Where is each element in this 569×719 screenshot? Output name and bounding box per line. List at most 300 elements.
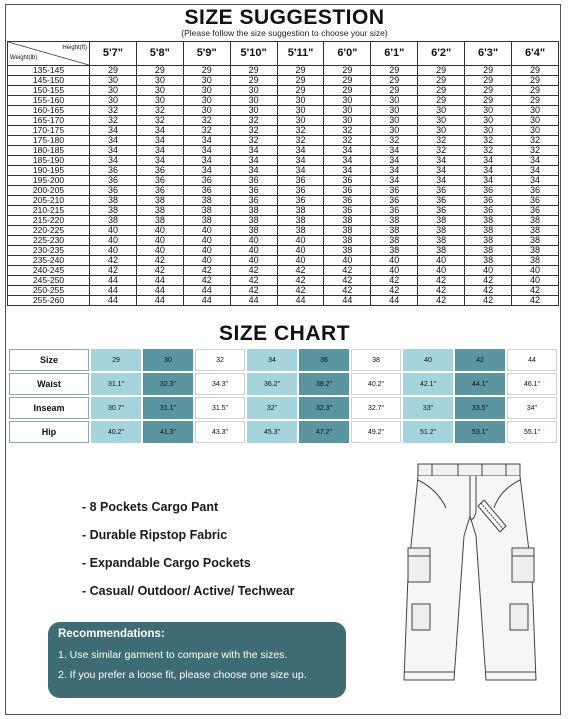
size-chart-cell: 34.3" [195,373,245,395]
suggested-size-cell: 40 [277,246,324,256]
suggested-size-cell: 40 [371,266,418,276]
size-chart-cell: 49.2" [351,421,401,443]
size-chart-cell: 40 [403,349,453,371]
size-suggestion-row [8,136,559,146]
size-chart-cell: 43.3" [195,421,245,443]
suggested-size-cell: 34 [512,176,559,186]
suggested-size-cell: 42 [324,286,371,296]
suggested-size-cell: 42 [277,286,324,296]
suggested-size-cell: 36 [371,196,418,206]
suggested-size-cell: 42 [230,286,277,296]
suggested-size-cell: 42 [465,276,512,286]
suggested-size-cell: 34 [465,166,512,176]
weight-cell: 240-245 [8,266,90,276]
weight-cell: 170-175 [8,126,90,136]
suggested-size-cell: 32 [324,126,371,136]
suggested-size-cell: 36 [418,196,465,206]
suggested-size-cell: 38 [324,216,371,226]
suggested-size-cell: 30 [465,126,512,136]
size-suggestion-row [8,286,559,296]
suggested-size-cell: 34 [512,166,559,176]
recommendations-heading: Recommendations: [58,628,165,640]
suggested-size-cell: 40 [90,246,137,256]
suggested-size-cell: 38 [418,216,465,226]
suggested-size-cell: 30 [371,126,418,136]
suggested-size-cell: 34 [371,166,418,176]
size-chart-cell: 38.2" [299,373,349,395]
size-suggestion-row [8,76,559,86]
suggested-size-cell: 38 [371,246,418,256]
suggested-size-cell: 40 [136,226,183,236]
suggested-size-cell: 32 [512,146,559,156]
height-header-cell: 6'3" [465,42,512,66]
size-suggestion-row [8,126,559,136]
suggested-size-cell: 34 [230,146,277,156]
suggested-size-cell: 40 [230,246,277,256]
suggested-size-cell: 32 [183,126,230,136]
suggested-size-cell: 42 [371,286,418,296]
suggested-size-cell: 34 [277,146,324,156]
size-chart-cell: 51.2" [403,421,453,443]
size-chart-cell: 29 [91,349,141,371]
suggested-size-cell: 32 [230,136,277,146]
suggested-size-cell: 30 [277,116,324,126]
suggested-size-cell: 38 [512,216,559,226]
suggested-size-cell: 29 [277,76,324,86]
suggested-size-cell: 36 [418,206,465,216]
suggested-size-cell: 36 [371,206,418,216]
weight-cell: 190-195 [8,166,90,176]
suggested-size-cell: 29 [324,76,371,86]
suggested-size-cell: 34 [418,156,465,166]
weight-cell: 250-255 [8,286,90,296]
suggested-size-cell: 36 [277,176,324,186]
suggested-size-cell: 42 [465,286,512,296]
size-suggestion-row [8,256,559,266]
suggested-size-cell: 29 [277,66,324,76]
suggested-size-cell: 32 [465,146,512,156]
suggested-size-cell: 36 [230,186,277,196]
suggested-size-cell: 38 [136,216,183,226]
suggested-size-cell: 34 [465,156,512,166]
suggested-size-cell: 36 [277,196,324,206]
suggested-size-cell: 30 [465,106,512,116]
suggested-size-cell: 44 [183,296,230,306]
suggested-size-cell: 29 [418,86,465,96]
size-chart-row-label: Inseam [9,397,89,419]
suggested-size-cell: 38 [277,226,324,236]
suggested-size-cell: 38 [465,226,512,236]
suggested-size-cell: 32 [90,106,137,116]
suggested-size-cell: 34 [371,176,418,186]
suggested-size-cell: 36 [324,186,371,196]
suggested-size-cell: 29 [418,96,465,106]
suggested-size-cell: 42 [512,286,559,296]
suggested-size-cell: 42 [90,266,137,276]
suggested-size-cell: 44 [90,286,137,296]
weight-cell: 200-205 [8,186,90,196]
suggested-size-cell: 38 [324,236,371,246]
suggested-size-cell: 30 [277,106,324,116]
suggested-size-cell: 34 [371,156,418,166]
size-suggestion-row [8,246,559,256]
suggested-size-cell: 34 [465,176,512,186]
size-chart-cell: 31.1" [143,397,193,419]
suggested-size-cell: 34 [90,136,137,146]
suggested-size-cell: 34 [136,146,183,156]
suggested-size-cell: 30 [418,116,465,126]
size-chart-cell: 46.1" [507,373,557,395]
suggested-size-cell: 34 [136,136,183,146]
suggested-size-cell: 30 [512,106,559,116]
height-header-cell: 5'8" [136,42,183,66]
suggested-size-cell: 40 [418,266,465,276]
weight-cell: 150-155 [8,86,90,96]
size-suggestion-row [8,146,559,156]
suggested-size-cell: 29 [90,66,137,76]
suggested-size-cell: 44 [90,296,137,306]
suggested-size-cell: 30 [90,76,137,86]
size-chart-cell: 32.3" [143,373,193,395]
suggested-size-cell: 38 [277,206,324,216]
suggested-size-cell: 30 [183,106,230,116]
suggested-size-cell: 44 [136,276,183,286]
suggested-size-cell: 44 [183,286,230,296]
suggested-size-cell: 29 [230,66,277,76]
size-chart-cell: 55.1" [507,421,557,443]
size-suggestion-body [8,66,559,306]
suggested-size-cell: 38 [371,226,418,236]
suggested-size-cell: 34 [277,156,324,166]
size-chart-row [9,349,557,371]
suggested-size-cell: 44 [277,296,324,306]
suggested-size-cell: 40 [183,226,230,236]
suggested-size-cell: 38 [90,206,137,216]
size-chart-cell: 34 [247,349,297,371]
suggested-size-cell: 34 [183,136,230,146]
suggested-size-cell: 30 [465,116,512,126]
size-chart-body [9,349,557,443]
size-chart-row [9,421,557,443]
cargo-pants-illustration [396,456,544,686]
corner-height-label: Height(ft) [62,45,87,51]
suggested-size-cell: 38 [183,206,230,216]
suggested-size-cell: 36 [512,186,559,196]
suggested-size-cell: 36 [183,176,230,186]
size-chart-cell: 44 [507,349,557,371]
weight-cell: 245-250 [8,276,90,286]
suggested-size-cell: 40 [90,236,137,246]
weight-cell: 255-260 [8,296,90,306]
suggested-size-cell: 40 [371,256,418,266]
suggested-size-cell: 32 [136,116,183,126]
suggested-size-cell: 42 [418,296,465,306]
suggested-size-cell: 38 [465,216,512,226]
suggested-size-cell: 42 [277,266,324,276]
suggested-size-cell: 30 [418,126,465,136]
size-suggestion-row [8,116,559,126]
suggested-size-cell: 42 [136,266,183,276]
size-chart-cell: 42 [455,349,505,371]
suggested-size-cell: 30 [183,96,230,106]
suggested-size-cell: 44 [371,296,418,306]
suggested-size-cell: 36 [230,196,277,206]
suggested-size-cell: 30 [277,96,324,106]
suggested-size-cell: 30 [324,96,371,106]
suggested-size-cell: 38 [90,216,137,226]
suggested-size-cell: 36 [230,176,277,186]
suggested-size-cell: 29 [136,66,183,76]
weight-cell: 210-215 [8,206,90,216]
size-suggestion-row [8,196,559,206]
suggested-size-cell: 32 [465,136,512,146]
suggested-size-cell: 40 [183,256,230,266]
suggested-size-cell: 38 [230,206,277,216]
suggested-size-cell: 30 [230,96,277,106]
suggested-size-cell: 34 [371,146,418,156]
suggested-size-cell: 38 [465,236,512,246]
size-chart-cell: 30 [143,349,193,371]
suggested-size-cell: 40 [136,246,183,256]
size-chart-row-label: Size [9,349,89,371]
suggested-size-cell: 30 [230,106,277,116]
size-chart-cell: 36 [299,349,349,371]
suggested-size-cell: 29 [465,66,512,76]
suggested-size-cell: 38 [512,256,559,266]
suggested-size-cell: 38 [277,216,324,226]
size-suggestion-row [8,216,559,226]
suggested-size-cell: 42 [418,286,465,296]
suggested-size-cell: 29 [465,96,512,106]
suggested-size-cell: 32 [183,116,230,126]
suggested-size-cell: 40 [277,256,324,266]
size-suggestion-row [8,296,559,306]
size-suggestion-row [8,66,559,76]
feature-item: - Casual/ Outdoor/ Active/ Techwear [82,584,295,598]
size-suggestion-header-row [8,42,559,66]
suggested-size-cell: 32 [277,136,324,146]
size-chart-cell: 41.3" [143,421,193,443]
suggested-size-cell: 38 [230,226,277,236]
suggested-size-cell: 42 [418,276,465,286]
suggested-size-cell: 30 [90,96,137,106]
suggested-size-cell: 36 [90,166,137,176]
suggested-size-cell: 40 [183,246,230,256]
suggested-size-cell: 30 [512,116,559,126]
suggested-size-cell: 34 [512,156,559,166]
suggested-size-cell: 34 [90,156,137,166]
suggested-size-cell: 30 [183,76,230,86]
suggested-size-cell: 29 [324,86,371,96]
suggested-size-cell: 36 [90,176,137,186]
size-chart-row [9,373,557,395]
suggested-size-cell: 36 [136,166,183,176]
suggested-size-cell: 42 [277,276,324,286]
suggested-size-cell: 29 [183,66,230,76]
size-chart-cell: 53.1" [455,421,505,443]
height-header-cell: 6'4" [512,42,559,66]
suggested-size-cell: 38 [183,216,230,226]
suggested-size-cell: 29 [418,76,465,86]
feature-item: - Durable Ripstop Fabric [82,528,228,542]
size-chart-cell: 42.1" [403,373,453,395]
suggested-size-cell: 36 [371,186,418,196]
suggested-size-cell: 29 [512,96,559,106]
suggested-size-cell: 29 [277,86,324,96]
suggested-size-cell: 38 [512,246,559,256]
corner-cell [8,42,90,66]
suggested-size-cell: 29 [371,86,418,96]
suggested-size-cell: 30 [371,106,418,116]
weight-cell: 165-170 [8,116,90,126]
size-suggestion-row [8,226,559,236]
suggested-size-cell: 34 [90,126,137,136]
weight-cell: 145-150 [8,76,90,86]
size-chart-cell: 38 [351,349,401,371]
suggested-size-cell: 29 [371,66,418,76]
suggested-size-cell: 32 [418,146,465,156]
suggested-size-cell: 38 [230,216,277,226]
suggested-size-cell: 36 [90,186,137,196]
suggested-size-cell: 42 [90,256,137,266]
weight-cell: 160-165 [8,106,90,116]
suggested-size-cell: 30 [136,96,183,106]
suggested-size-cell: 38 [512,226,559,236]
suggested-size-cell: 29 [512,86,559,96]
weight-cell: 175-180 [8,136,90,146]
suggested-size-cell: 38 [465,246,512,256]
suggested-size-cell: 42 [465,296,512,306]
recommendation-item: 2. If you prefer a loose fit, please choose one size up. [58,669,307,681]
suggested-size-cell: 42 [183,276,230,286]
recommendation-item: 1. Use similar garment to compare with the sizes. [58,649,288,661]
suggested-size-cell: 29 [465,86,512,96]
suggested-size-cell: 32 [371,136,418,146]
size-chart-cell: 36.2" [247,373,297,395]
height-header-cell: 5'7" [90,42,137,66]
size-chart-cell: 45.3" [247,421,297,443]
suggested-size-cell: 38 [512,236,559,246]
suggested-size-cell: 36 [512,196,559,206]
size-suggestion-row [8,236,559,246]
weight-cell: 215-220 [8,216,90,226]
size-chart-cell: 40.2" [91,421,141,443]
suggested-size-cell: 30 [371,96,418,106]
size-chart-cell: 32.3" [299,397,349,419]
suggested-size-cell: 36 [183,186,230,196]
suggested-size-cell: 38 [418,246,465,256]
suggested-size-cell: 34 [136,126,183,136]
size-chart-cell: 33.5" [455,397,505,419]
height-header-cell: 6'1" [371,42,418,66]
weight-cell: 155-160 [8,96,90,106]
size-suggestion-row [8,96,559,106]
height-header-cell: 5'10" [230,42,277,66]
suggested-size-cell: 44 [90,276,137,286]
size-suggestion-row [8,86,559,96]
suggested-size-cell: 36 [465,196,512,206]
height-header-cell: 5'11" [277,42,324,66]
suggested-size-cell: 34 [230,166,277,176]
suggested-size-cell: 40 [418,256,465,266]
suggested-size-cell: 30 [136,86,183,96]
size-chart-cell: 40.2" [351,373,401,395]
suggested-size-cell: 29 [371,76,418,86]
suggested-size-cell: 38 [136,196,183,206]
suggested-size-cell: 42 [324,266,371,276]
suggested-size-cell: 32 [136,106,183,116]
weight-cell: 220-225 [8,226,90,236]
suggested-size-cell: 29 [465,76,512,86]
suggested-size-cell: 42 [371,276,418,286]
suggested-size-cell: 36 [512,206,559,216]
suggested-size-cell: 42 [136,256,183,266]
suggested-size-cell: 36 [465,186,512,196]
suggested-size-cell: 34 [418,166,465,176]
size-suggestion-row [8,166,559,176]
suggested-size-cell: 36 [277,186,324,196]
suggested-size-cell: 34 [183,156,230,166]
suggested-size-cell: 30 [136,76,183,86]
corner-weight-label: Weight(lb) [10,55,38,61]
suggested-size-cell: 34 [418,176,465,186]
suggested-size-cell: 38 [324,226,371,236]
suggested-size-cell: 34 [230,156,277,166]
suggested-size-cell: 40 [277,236,324,246]
suggested-size-cell: 42 [230,276,277,286]
suggested-size-cell: 44 [136,286,183,296]
size-chart-title: SIZE CHART [219,322,350,345]
suggested-size-cell: 32 [512,136,559,146]
size-chart-cell: 34" [507,397,557,419]
size-suggestion-row [8,206,559,216]
feature-item: - 8 Pockets Cargo Pant [82,500,219,514]
suggested-size-cell: 29 [512,66,559,76]
suggested-size-cell: 40 [512,276,559,286]
feature-item: - Expandable Cargo Pockets [82,556,251,570]
suggested-size-cell: 30 [324,116,371,126]
size-suggestion-row [8,156,559,166]
size-chart-cell: 32.7" [351,397,401,419]
suggested-size-cell: 36 [465,206,512,216]
suggested-size-cell: 42 [324,276,371,286]
suggested-size-cell: 29 [512,76,559,86]
suggested-size-cell: 36 [136,176,183,186]
suggested-size-cell: 44 [324,296,371,306]
suggested-size-cell: 29 [418,66,465,76]
size-chart-cell: 30.7" [91,397,141,419]
suggested-size-cell: 30 [512,126,559,136]
suggested-size-cell: 29 [324,66,371,76]
size-chart-cell: 31.5" [195,397,245,419]
suggested-size-cell: 36 [324,176,371,186]
size-chart-cell: 33" [403,397,453,419]
suggested-size-cell: 30 [90,86,137,96]
size-chart-row-label: Waist [9,373,89,395]
suggested-size-cell: 30 [418,106,465,116]
size-suggestion-row [8,276,559,286]
weight-cell: 180-185 [8,146,90,156]
suggested-size-cell: 36 [324,196,371,206]
suggested-size-cell: 42 [183,266,230,276]
size-suggestion-row [8,176,559,186]
suggested-size-cell: 34 [136,156,183,166]
suggested-size-cell: 30 [371,116,418,126]
suggested-size-cell: 38 [418,236,465,246]
size-chart-row-label: Hip [9,421,89,443]
size-suggestion-row [8,186,559,196]
suggested-size-cell: 34 [183,166,230,176]
